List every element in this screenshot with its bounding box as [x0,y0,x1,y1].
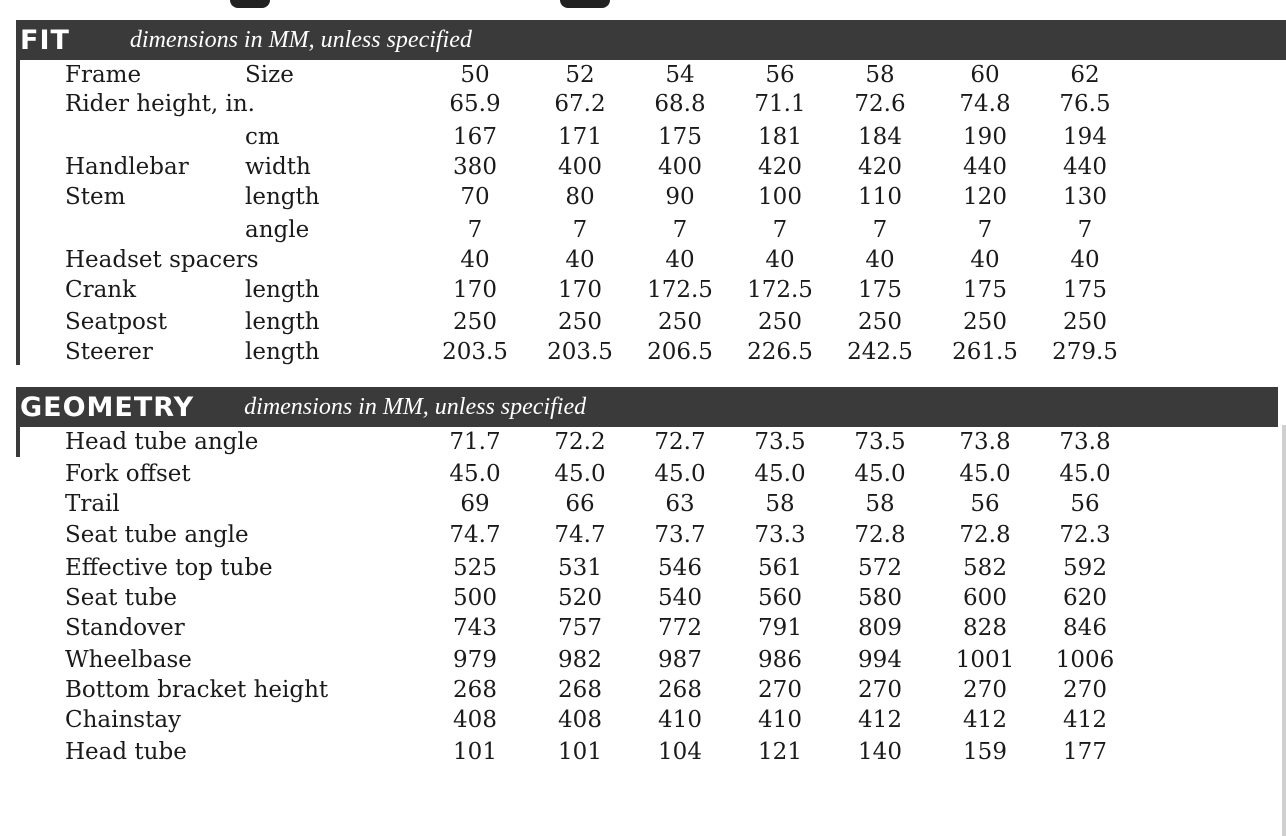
row-sublabel: length [245,277,320,303]
cell-value: 130 [1063,184,1107,210]
row-label: Seatpost [65,309,167,335]
cell-value: 1001 [955,647,1015,673]
cell-value: 56 [765,62,795,88]
row-label: Standover [65,615,185,641]
cell-value: 400 [658,154,702,180]
cell-value: 73.8 [959,429,1011,455]
cell-value: 101 [453,739,497,765]
cell-value: 69 [460,491,490,517]
cell-value: 190 [963,124,1007,150]
cell-value: 250 [453,309,497,335]
cell-value: 268 [558,677,602,703]
cell-value: 104 [658,739,702,765]
cell-value: 250 [558,309,602,335]
cell-value: 408 [558,707,602,733]
table-row [0,553,1286,583]
table-row [0,613,1286,643]
cell-value: 979 [453,647,497,673]
cell-value: 171 [558,124,602,150]
cell-value: 410 [758,707,802,733]
table-row [0,645,1286,675]
cell-value: 54 [665,62,695,88]
cell-value: 71.7 [449,429,501,455]
cell-value: 72.8 [854,522,906,548]
cell-value: 72.2 [554,429,606,455]
cell-value: 175 [658,124,702,150]
cell-value: 561 [758,555,802,581]
cell-value: 400 [558,154,602,180]
cell-value: 380 [453,154,497,180]
cell-value: 140 [858,739,902,765]
cell-value: 45.0 [654,461,706,487]
row-label: Headset spacers [65,247,259,273]
cell-value: 68.8 [654,91,706,117]
cell-value: 40 [665,247,695,273]
cell-value: 982 [558,647,602,673]
cell-value: 74.8 [959,91,1011,117]
row-label: Crank [65,277,137,303]
row-label: Bottom bracket height [65,677,329,703]
cell-value: 121 [758,739,802,765]
cell-value: 170 [453,277,497,303]
cell-value: 270 [963,677,1007,703]
cell-value: 45.0 [449,461,501,487]
table-row [0,89,1286,119]
cell-value: 175 [1063,277,1107,303]
cell-value: 184 [858,124,902,150]
row-label: Steerer [65,339,153,365]
cell-value: 772 [658,615,702,641]
cell-value: 45.0 [1059,461,1111,487]
cell-value: 73.8 [1059,429,1111,455]
cell-value: 72.3 [1059,522,1111,548]
cell-value: 560 [758,585,802,611]
cell-value: 58 [865,62,895,88]
cell-value: 994 [858,647,902,673]
cell-value: 40 [865,247,895,273]
cell-value: 408 [453,707,497,733]
cell-value: 420 [858,154,902,180]
cell-value: 7 [977,217,993,243]
cell-value: 74.7 [554,522,606,548]
cell-value: 540 [658,585,702,611]
cell-value: 987 [658,647,702,673]
cell-value: 170 [558,277,602,303]
cell-value: 40 [1070,247,1100,273]
table-row [0,215,1286,245]
cell-value: 62 [1070,62,1100,88]
row-label: Stem [65,184,126,210]
cell-value: 194 [1063,124,1107,150]
table-row [0,459,1286,489]
table-row [0,737,1286,767]
cell-value: 580 [858,585,902,611]
row-sublabel: length [245,339,320,365]
cell-value: 73.3 [754,522,806,548]
cell-value: 7 [672,217,688,243]
cell-value: 592 [1063,555,1107,581]
cell-value: 73.5 [854,429,906,455]
cell-value: 56 [1070,491,1100,517]
row-label: Chainstay [65,707,182,733]
cell-value: 270 [1063,677,1107,703]
cell-value: 167 [453,124,497,150]
row-label: Seat tube angle [65,522,249,548]
cell-value: 63 [665,491,695,517]
cell-value: 72.7 [654,429,706,455]
row-label: Trail [65,491,120,517]
cell-value: 175 [858,277,902,303]
cell-value: 809 [858,615,902,641]
cell-value: 80 [565,184,595,210]
cell-value: 791 [758,615,802,641]
geometry-section-note: dimensions in MM, unless specified [244,393,587,420]
row-label: Head tube [65,739,187,765]
cell-value: 620 [1063,585,1107,611]
table-row [0,182,1286,212]
cell-value: 110 [858,184,902,210]
row-label: Head tube angle [65,429,259,455]
row-label: Fork offset [65,461,191,487]
cell-value: 582 [963,555,1007,581]
cell-value: 412 [963,707,1007,733]
cell-value: 40 [765,247,795,273]
cell-value: 72.6 [854,91,906,117]
cell-value: 250 [963,309,1007,335]
cell-value: 270 [758,677,802,703]
table-row [0,337,1286,367]
cell-value: 58 [865,491,895,517]
cell-value: 412 [858,707,902,733]
fit-section-header [16,20,1286,60]
cell-value: 206.5 [647,339,713,365]
cell-value: 270 [858,677,902,703]
cell-value: 242.5 [847,339,913,365]
cell-value: 73.5 [754,429,806,455]
cell-value: 100 [758,184,802,210]
cell-value: 65.9 [449,91,501,117]
cell-value: 71.1 [754,91,806,117]
cell-value: 572 [858,555,902,581]
cell-value: 175 [963,277,1007,303]
cell-value: 7 [1077,217,1093,243]
table-row [0,520,1286,550]
table-row [0,427,1286,457]
cell-value: 250 [858,309,902,335]
row-sublabel: angle [245,217,310,243]
cell-value: 172.5 [747,277,813,303]
cell-value: 525 [453,555,497,581]
table-row [0,489,1286,519]
cell-value: 56 [970,491,1000,517]
cell-value: 440 [963,154,1007,180]
cell-value: 500 [453,585,497,611]
cell-value: 410 [658,707,702,733]
cell-value: 203.5 [442,339,508,365]
cell-value: 1006 [1055,647,1115,673]
cell-value: 66 [565,491,595,517]
cell-value: 420 [758,154,802,180]
cell-value: 40 [460,247,490,273]
cell-value: 7 [467,217,483,243]
cell-value: 40 [565,247,595,273]
cell-value: 828 [963,615,1007,641]
row-sublabel: width [245,154,311,180]
cell-value: 73.7 [654,522,706,548]
cell-value: 45.0 [754,461,806,487]
cell-value: 268 [453,677,497,703]
viewer-frame-edge [1282,425,1286,836]
cell-value: 76.5 [1059,91,1111,117]
cell-value: 159 [963,739,1007,765]
cell-value: 74.7 [449,522,501,548]
table-row [0,275,1286,305]
cell-value: 250 [1063,309,1107,335]
cell-value: 600 [963,585,1007,611]
cell-value: 45.0 [554,461,606,487]
cell-value: 72.8 [959,522,1011,548]
cell-value: 203.5 [547,339,613,365]
cell-value: 101 [558,739,602,765]
row-label: Effective top tube [65,555,273,581]
cell-value: 40 [970,247,1000,273]
row-sublabel: length [245,184,320,210]
table-row [0,60,1286,90]
table-row [0,705,1286,735]
table-row [0,245,1286,275]
row-label: Frame [65,62,142,88]
cell-value: 846 [1063,615,1107,641]
cell-value: 90 [665,184,695,210]
cell-value: 546 [658,555,702,581]
fit-section-title: FIT [20,24,70,56]
row-sublabel: cm [245,124,280,150]
table-row [0,675,1286,705]
cell-value: 172.5 [647,277,713,303]
cell-value: 45.0 [854,461,906,487]
cell-value: 440 [1063,154,1107,180]
row-sublabel: length [245,309,320,335]
geometry-section-header [16,387,1278,427]
cell-value: 520 [558,585,602,611]
cell-value: 743 [453,615,497,641]
cell-value: 177 [1063,739,1107,765]
cell-value: 261.5 [952,339,1018,365]
cell-value: 7 [572,217,588,243]
cell-value: 250 [758,309,802,335]
cell-value: 7 [772,217,788,243]
cell-value: 986 [758,647,802,673]
row-label: Handlebar [65,154,189,180]
geometry-section-title: GEOMETRY [20,391,195,423]
cell-value: 60 [970,62,1000,88]
cell-value: 7 [872,217,888,243]
table-row [0,122,1286,152]
cell-value: 226.5 [747,339,813,365]
cell-value: 279.5 [1052,339,1118,365]
cell-value: 250 [658,309,702,335]
cell-value: 70 [460,184,490,210]
row-label: Wheelbase [65,647,192,673]
cropped-heading-remnant [0,0,1286,12]
row-label: Rider height, in. [65,91,255,117]
table-row [0,307,1286,337]
cell-value: 120 [963,184,1007,210]
cell-value: 412 [1063,707,1107,733]
cell-value: 181 [758,124,802,150]
table-row [0,583,1286,613]
cell-value: 531 [558,555,602,581]
cell-value: 50 [460,62,490,88]
row-label: Seat tube [65,585,178,611]
cell-value: 58 [765,491,795,517]
table-row [0,152,1286,182]
row-sublabel: Size [245,62,294,88]
cell-value: 52 [565,62,595,88]
fit-section-note: dimensions in MM, unless specified [129,26,472,53]
cell-value: 67.2 [554,91,606,117]
cell-value: 45.0 [959,461,1011,487]
cell-value: 268 [658,677,702,703]
cell-value: 757 [558,615,602,641]
